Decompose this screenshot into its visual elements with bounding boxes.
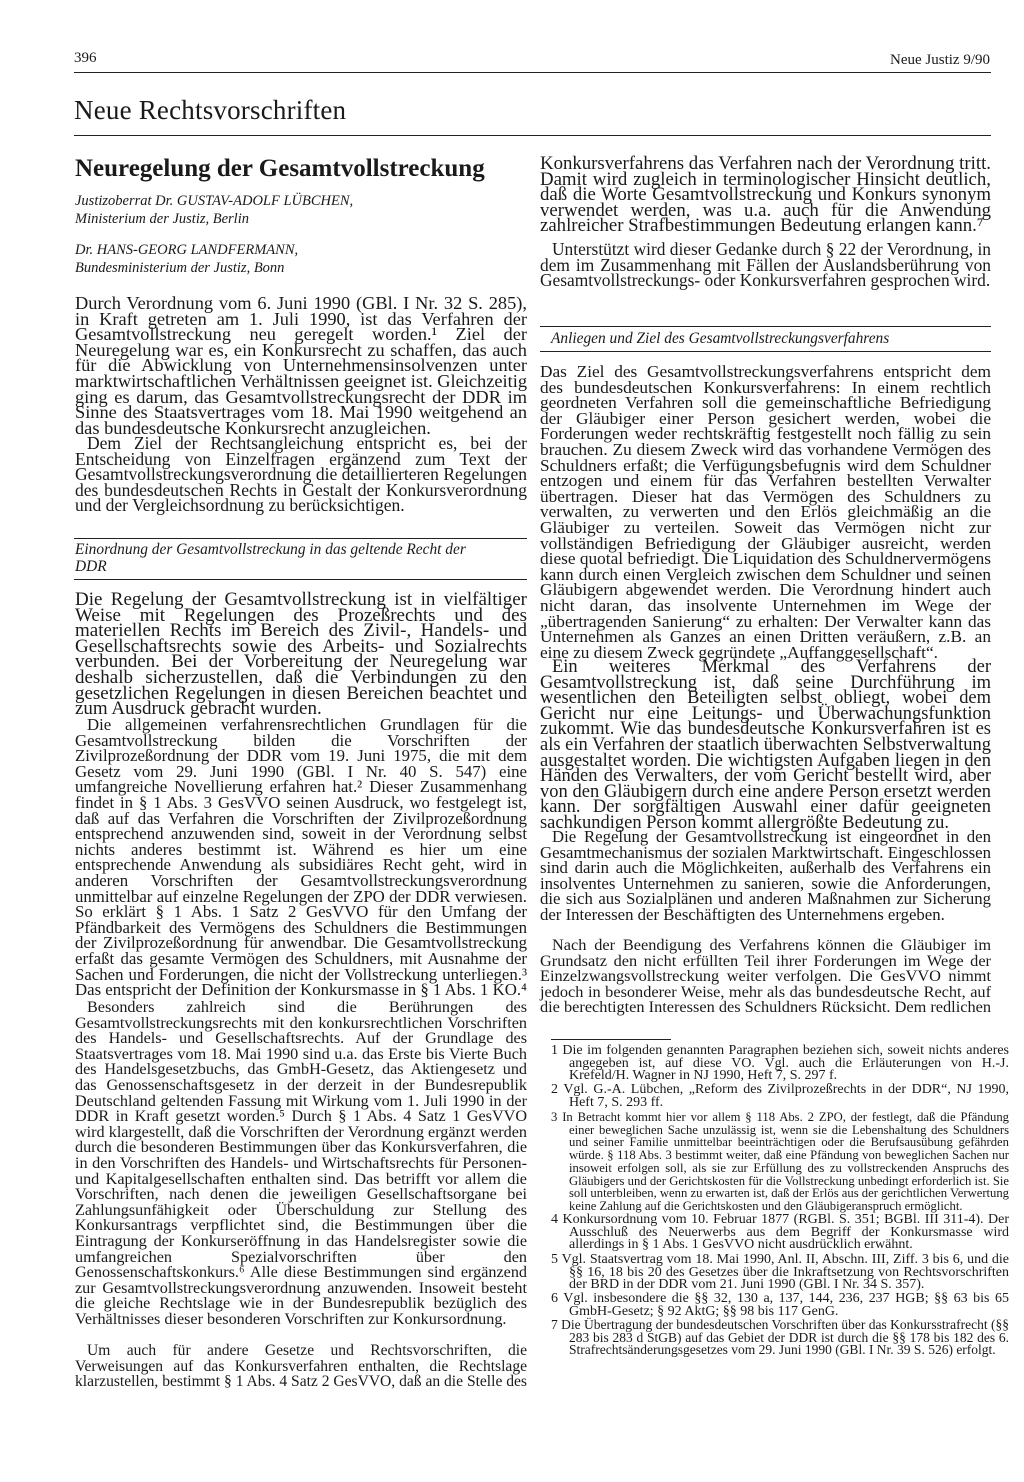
subheading-1-rule-bottom [74,579,527,580]
right-paragraph-4: Ein weiteres Merkmal des Verfahrens der Gesamtvollstreckung ist, daß seine Durchführung im wesentlichen den Beteiligten selbst obliegt, wobei dem Gericht nur eine Leitungs- und Überwachungsfunktion zukommt. Wie das bundesdeutsche Konkursverfahren ist es als ein Verfahren der staatlich überwachten Selbstverwaltung ausgestaltet worden. Die wichtigsten Aufgaben liegen in den Händen des Verwalters, der vom Gericht bestellt wird, aber von den Gläubigern durch eine andere Person ersetzt werden kann. Der sorgfältigen Auswahl einer dafür geeigneten sachkundigen Person kommt allergrößte Bedeutung zu. [540,656,991,832]
right-paragraph-2: Unterstützt wird dieser Gedanke durch § 22 der Verordnung, in dem im Zusammenhang mit Fällen der Auslandsberührung von Gesamtvollstreckungs- oder Konkursverfahren gesprochen wird. [540,240,991,291]
footnote-2: 2 Vgl. G.-A. Lübchen, „Reform des Zivilprozeßrechts in der DDR“, NJ 1990, Heft 7, S. 293 ff. [551,1082,1009,1110]
subheading-2: Anliegen und Ziel des Gesamtvollstreckungsverfahrens [551,330,890,347]
subheading-1-rule [74,538,527,539]
footnote-4: 4 Konkursordnung vom 10. Februar 1877 (RGBl. S. 351; BGBl. III 311-4). Der Ausschluß des Neuerwerbs aus dem Begriff der Konkursmasse wird allerdings in § 1 Abs. 1 GesVVO nicht ausdrücklich erwähnt. [551,1212,1009,1253]
footnote-3: 3 In Betracht kommt hier vor allem § 118 Abs. 2 ZPO, der festlegt, daß die Pfändung einer beweglichen Sache unzulässig ist, wenn sie die Lebenshaltung des Schuldners und seiner Familie unmittelbar beeinträchtigen oder die Berufsausübung gefährden würde. § 118 Abs. 3 bestimmt weiter, daß eine Pfändung von beweglichen Sachen nur insoweit erfolgen soll, als sie zur Erfüllung des zu vollstreckenden Anspruchs des Gläubigers und der Gerichtskosten für die Vollstreckung unbedingt erforderlich ist. Sie soll unterbleiben, wenn zu erwarten ist, daß der Erlös aus der gerichtlichen Verwertung keine Zahlung auf die Gerichtskosten und den Gläubigeranspruch ermöglicht. [551,1110,1009,1213]
footnote-1: 1 Die im folgenden genannten Paragraphen beziehen sich, soweit nichts anderes angegeben ist, auf diese VO. Vgl. auch die Erläuterungen von H.-J. Krefeld/H. Wagner in NJ 1990, Heft 7, S. 297 f. [551,1043,1009,1084]
section-rule [74,135,991,136]
author-1-affiliation: Ministerium der Justiz, Berlin [75,211,249,227]
author-1-name: Justizoberrat Dr. GUSTAV-ADOLF LÜBCHEN, [75,193,354,209]
section-title: Neue Rechtsvorschriften [74,95,347,125]
right-paragraph-5: Die Regelung der Gesamtvollstreckung ist eingeordnet in den Gesamtmechanismus der sozialen Marktwirtschaft. Eingeschlossen sind darin auch die Möglichkeiten, außerhalb des Verfahrens ein insolventes Unternehmen zu sanieren, sowie die Anforderungen, die sich aus Sozialplänen und anderen Maßnahmen zur Sicherung der Interessen der Beschäftigten des Unternehmens ergeben. [540,827,991,924]
footnote-7: 7 Die Übertragung der bundesdeutschen Vorschriften über das Konkursstrafrecht (§§ 283 bis 283 d StGB) auf das Gebiet der DDR ist durch die §§ 178 bis 182 des 6. Strafrechtsänderungsgesetzes vom 29. Juni 1990 (GBl. I Nr. 39 S. 526) erfolgt. [551,1317,1009,1358]
left-paragraph-4: Die allgemeinen verfahrensrechtlichen Grundlagen für die Gesamtvollstreckung bilden die Vorschriften der Zivilprozeßordnung der DDR vom 19. Juni 1975, die mit dem Gesetz vom 29. Juni 1990 (GBl. I Nr. 40 S. 547) eine umfangreiche Novellierung erfahren hat.² Dieser Zusammenhang findet in § 1 Abs. 3 GesVVO seinen Ausdruck, wo festgelegt ist, daß auf das Verfahren die Vorschriften der Zivilprozeßordnung entsprechend anzuwenden sind, soweit in der Verordnung selbst nichts anderes bestimmt ist. Während es hier um eine entsprechende Anwendung als subsidiäres Recht geht, wird in anderen Vorschriften der Gesamtvollstreckungsverordnung unmittelbar auf einzelne Regelungen der ZPO der DDR verwiesen. So erklärt § 1 Abs. 1 Satz 2 GesVVO für den Umfang der Pfändbarkeit des Vermögens des Schuldners die Bestimmungen der Zivilprozeßordnung für anwendbar. Die Gesamtvollstreckung erfaßt das gesamte Vermögen des Schuldners, mit Ausnahme der Sachen und Forderungen, die nicht der Vollstreckung unterliegen.³ Das entspricht der Definition der Konkursmasse in § 1 Abs. 1 KO.⁴ [75,715,527,1000]
left-paragraph-6: Um auch für andere Gesetze und Rechtsvorschriften, die Verweisungen auf das Konkursverfahren enthalten, die Rechtslage klarzustellen, bestimmt § 1 Abs. 4 Satz 2 GesVVO, daß an die Stelle des [75,1342,527,1391]
left-paragraph-3: Die Regelung der Gesamtvollstreckung ist in vielfältiger Weise mit Regelungen des Prozeßrechts und des materiellen Rechts im Bereich des Zivil-, Handels- und Gesellschaftsrechts sowie des Arbeits- und Sozialrechts verbunden. Bei der Vorbereitung der Neuregelung war deshalb sicherzustellen, daß die Verbindungen zu den gesetzlichen Regelungen in diesen Bereichen beachtet und zum Ausdruck gebracht wurden. [75,589,527,720]
left-paragraph-2: Dem Ziel der Rechtsangleichung entspricht es, bei der Entscheidung von Einzelfragen ergänzend zum Text der Gesamtvollstreckungsverordnung die detaillierteren Regelungen des bundesdeutschen Rechts in Gestalt der Konkursverordnung und der Vergleichsordnung zu berücksichtigen. [75,433,527,516]
right-paragraph-1: Konkursverfahrens das Verfahren nach der Verordnung tritt. Damit wird zugleich in terminologischer Hinsicht deutlich, daß die Worte Gesamtvollstreckung und Konkurs synonym verwendet werden, was u.a. auch für die Anwendung zahlreicher Strafbestimmungen Bedeutung erlangen kann.⁷ [540,153,991,237]
header-rule [74,72,991,73]
right-paragraph-3: Das Ziel des Gesamtvollstreckungsverfahrens entspricht dem des bundesdeutschen Konkursverfahrens: In einem rechtlich geordneten Verfahren soll die gemeinschaftliche Befriedigung der Gläubiger einer Person gesichert werden, wobei die Forderungen weder rechtskräftig festgestellt noch fällig zu sein brauchen. Zu diesem Zweck wird das vorhandene Vermögen des Schuldners erfaßt; die Verfügungsbefugnis wird dem Schuldner entzogen und einem für das Verfahren bestellten Verwalter übertragen. Dieser hat das Vermögen des Schuldners zu verwalten, zu verwerten und den Erlös gleichmäßig an die Gläubiger zu verteilen. Soweit das Vermögen nicht zur vollständigen Befriedigung der Gläubiger ausreicht, werden diese quotal befriedigt. Die Liquidation des Schuldnervermögens kann durch einen Vergleich zwischen dem Schuldner und seinen Gläubigern abgewendet werden. Die Verordnung hindert auch nicht daran, das insolvente Unternehmen im Wege der „übertragenden Sanierung“ zu erhalten: Der Verwalter kann das Unternehmen als Ganzes an einen Dritten veräußern, z.B. an eine zu diesem Zweck gegründete „Auffanggesellschaft“. [540,362,991,662]
right-paragraph-6: Nach der Beendigung des Verfahrens können die Gläubiger im Grundsatz den nicht erfüllten Teil ihrer Forderungen im Wege der Einzelzwangsvollstreckung weiter verfolgen. Die GesVVO nimmt jedoch in besonderer Weise, mehr als das bundesdeutsche Recht, auf die berechtigten Interessen des Schuldners Rücksicht. Dem redlichen [540,935,991,1017]
article-title: Neuregelung der Gesamtvollstreckung [75,155,485,182]
footnote-6: 6 Vgl. insbesondere die §§ 32, 130 a, 137, 144, 236, 237 HGB; §§ 63 bis 65 GmbH-Gesetz; § 92 AktG; §§ 98 bis 117 GenG. [551,1291,1009,1319]
subheading-1: Einordnung der Gesamtvollstreckung in das geltende Recht der DDR [75,541,466,575]
left-paragraph-5: Besonders zahlreich sind die Berührungen des Gesamtvollstreckungsrechts mit den konkursrechtlichen Vorschriften des Handels- und Gesellschaftsrechts. Auf der Grundlage des Staatsvertrages vom 18. Mai 1990 sind u.a. das Erste bis Vierte Buch des Handelsgesetzbuchs, das GmbH-Gesetz, das Aktiengesetz und das Genossenschaftsgesetz in der derzeit in der Bundesrepublik Deutschland geltenden Fassung mit Wirkung vom 1. Juli 1990 in der DDR in Kraft gesetzt worden.⁵ Durch § 1 Abs. 4 Satz 1 GesVVO wird klargestellt, daß die Vorschriften der Verordnung ergänzt werden durch die besonderen Bestimmungen über das Konkursverfahren, die in den Vorschriften des Handels- und Wirtschaftsrechts für Personen- und Kapitalgesellschaften enthalten sind. Das betrifft vor allem die Vorschriften, nach denen die jeweiligen Gesellschaftsorgane bei Zahlungsunfähigkeit oder Überschuldung zur Stellung des Konkursantrags verpflichtet sind, die Bestimmungen über die Eintragung der Konkurseröffnung in das Handelsregister sowie die umfangreichen Spezialvorschriften über den Genossenschaftskonkurs.⁶ Alle diese Bestimmungen sind ergänzend zur Gesamtvollstreckungsverordnung anzuwenden. Insoweit besteht die gleiche Rechtslage wie in der Bundesrepublik bezüglich des Verhältnisses dieser besonderen Vorschriften zur Konkursordnung. [75,999,527,1328]
left-paragraph-1: Durch Verordnung vom 6. Juni 1990 (GBl. I Nr. 32 S. 285), in Kraft getreten am 1. Juli 1990, ist das Verfahren der Gesamtvollstreckung neu geregelt worden.¹ Ziel der Neuregelung war es, ein Konkursrecht zu schaffen, das auch für die Abwicklung von Unternehmensinsolvenzen unter marktwirtschaftlichen Verhältnissen geeignet ist. Gleichzeitig ging es darum, das Gesamtvollstreckungsrecht der DDR im Sinne des Staatsvertrages vom 18. Mai 1990 weitgehend an das bundesdeutsche Konkursrecht anzugleichen. [75,293,527,438]
page-number: 396 [74,50,97,66]
footnote-rule [551,1039,671,1040]
author-2-name: Dr. HANS-GEORG LANDFERMANN, [75,242,299,258]
journal-issue: Neue Justiz 9/90 [890,52,990,68]
subheading-2-rule-bottom [540,351,991,352]
footnote-5: 5 Vgl. Staatsvertrag vom 18. Mai 1990, Anl. II, Abschn. III, Ziff. 3 bis 6, und die §§ 16, 18 bis 20 des Gesetzes über die Inkraftsetzung von Rechtsvorschriften der BRD in der DDR vom 21. Juni 1990 (GBl. I Nr. 34 S. 357). [551,1252,1009,1293]
author-2-affiliation: Bundesministerium der Justiz, Bonn [75,260,285,276]
subheading-2-rule [540,326,991,327]
